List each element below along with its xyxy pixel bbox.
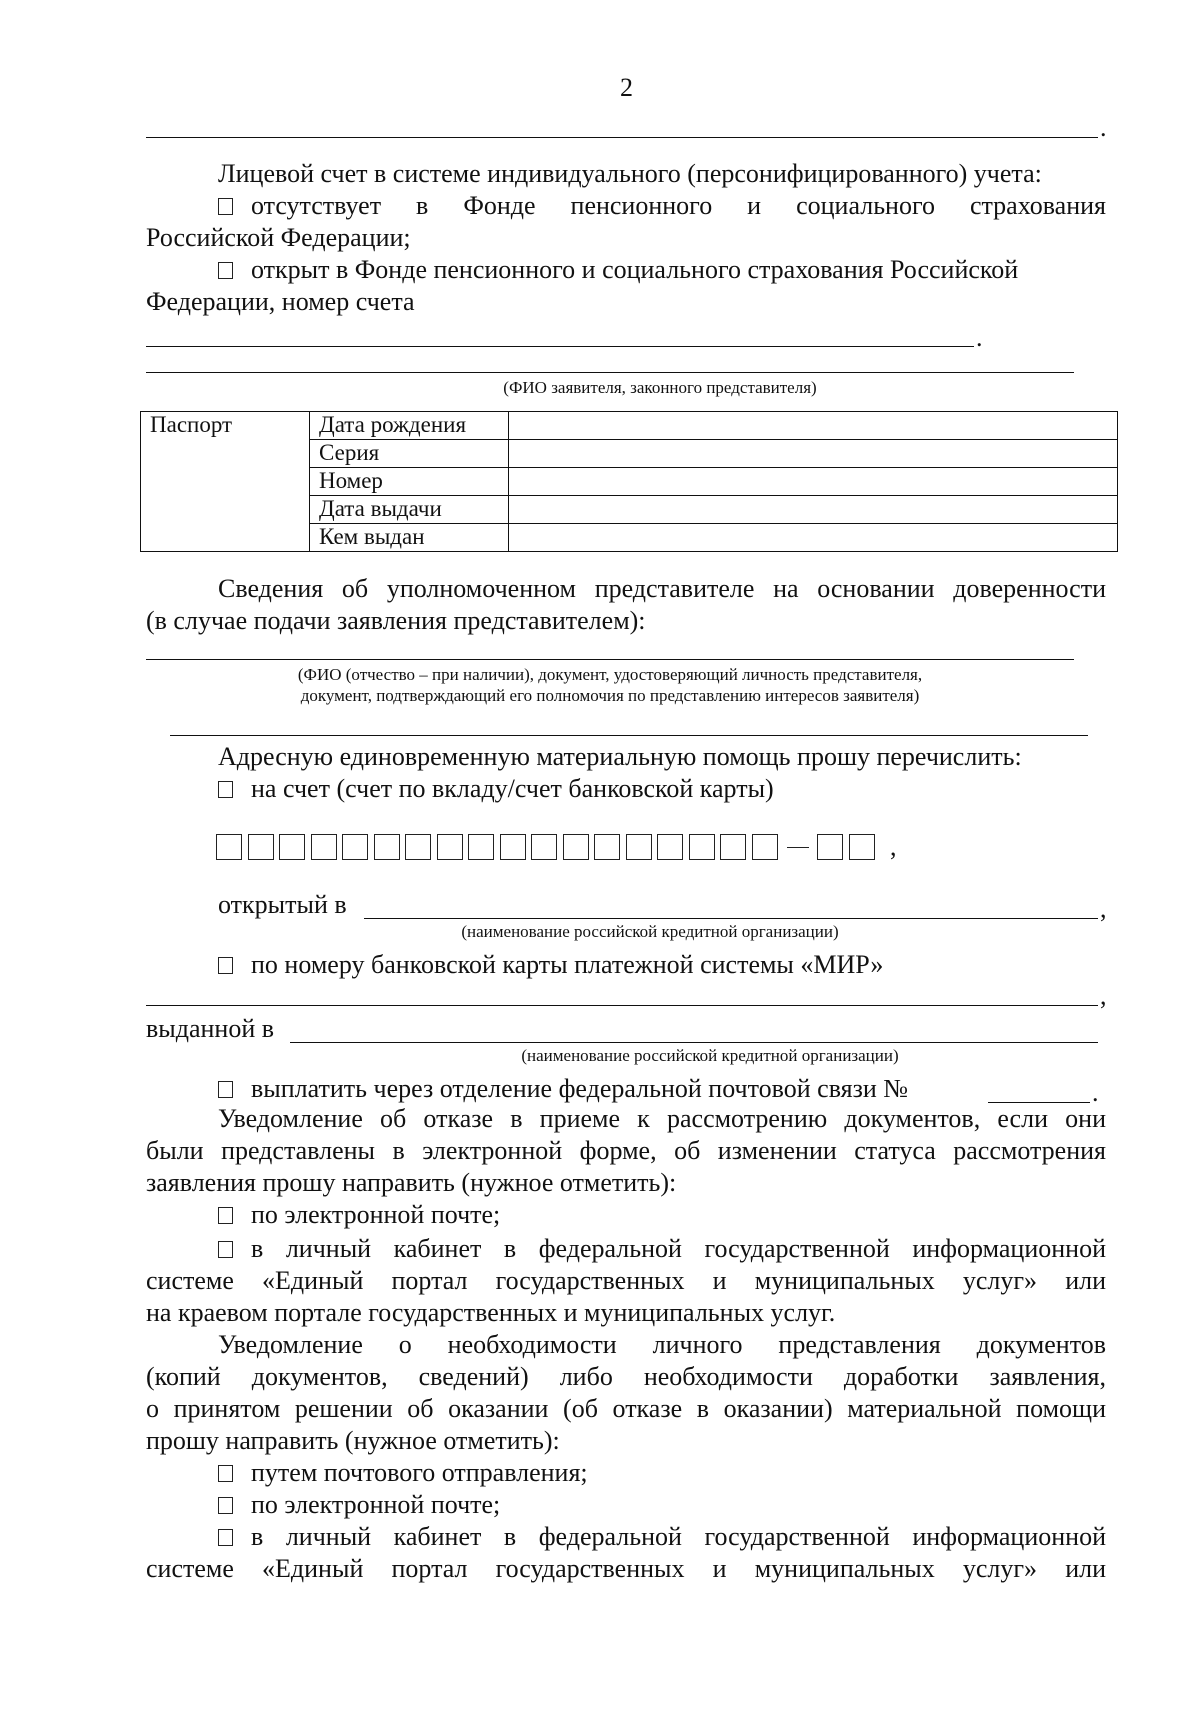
passport-issued-by-value[interactable] [509,524,1118,552]
opened-in-bank-field[interactable] [364,918,1098,919]
account-digit-boxes [216,832,897,862]
option-account-absent-cont: Российской Федерации; [146,223,411,252]
representative-info-field-2[interactable] [170,735,1088,736]
representative-heading-cont: (в случае подачи заявления представителем): [146,606,646,635]
option-payment-account[interactable]: на счет (счет по вкладу/счет банковской карты) [218,773,774,805]
option-refusal-email[interactable]: по электронной почте; [218,1199,500,1231]
checkbox-account-open[interactable] [218,262,233,279]
representative-info-field[interactable] [146,659,1074,660]
checkbox-payment-account[interactable] [218,781,233,798]
notice-refusal-line3: заявления прошу направить (нужное отметить): [146,1168,677,1197]
account-digit-box[interactable] [720,834,746,860]
passport-series-value[interactable] [509,440,1118,468]
opened-in-label: открытый в [218,890,347,919]
option-account-open[interactable]: открыт в Фонде пенсионного и социального страхования Российской [218,254,1018,286]
account-digit-box[interactable] [437,834,463,860]
notice-presence-line4: прошу направить (нужное отметить): [146,1426,560,1455]
issued-in-label: выданной в [146,1014,275,1043]
option-refusal-cabinet-cont-2: на краевом портале государственных и муниципальных услуг. [146,1298,836,1327]
notice-presence-line2: (копий документов, сведений) либо необходимости доработки заявления, [146,1362,1106,1391]
passport-row-label: Кем выдан [310,524,509,552]
account-digit-box[interactable] [689,834,715,860]
opened-in-comma: , [1100,894,1107,923]
applicant-name-field[interactable] [146,372,1074,373]
account-digit-dash [787,847,809,848]
checkbox-refusal-email[interactable] [218,1207,233,1224]
account-digit-box[interactable] [531,834,557,860]
option-payment-post[interactable]: выплатить через отделение федеральной почтовой связи № [218,1073,908,1105]
account-digit-box[interactable] [626,834,652,860]
issued-in-bank-field[interactable] [290,1042,1098,1043]
account-digit-box[interactable] [594,834,620,860]
top-fill-line-period: . [1100,113,1107,142]
personal-account-heading: Лицевой счет в системе индивидуального (персонифицированного) учета: [218,159,1042,188]
option-refusal-cabinet[interactable]: в личный кабинет в федеральной государственной информационной [218,1233,1106,1265]
checkbox-payment-mir[interactable] [218,957,233,974]
checkbox-refusal-cabinet[interactable] [218,1241,233,1258]
account-digit-box[interactable] [563,834,589,860]
passport-number-value[interactable] [509,468,1118,496]
account-digit-box[interactable] [311,834,337,860]
option-account-absent[interactable]: отсутствует в Фонде пенсионного и социального страхования [218,190,1106,222]
bank-caption: (наименование российской кредитной организации) [461,922,839,941]
option-presence-cabinet[interactable]: в личный кабинет в федеральной государственной информационной [218,1521,1106,1553]
account-digit-box[interactable] [248,834,274,860]
post-office-period: . [1092,1078,1099,1107]
notice-refusal-line2: были представлены в электронной форме, об изменении статуса рассмотрения [146,1136,1106,1165]
checkbox-presence-post[interactable] [218,1465,233,1482]
account-digit-box[interactable] [279,834,305,860]
account-digit-box[interactable] [657,834,683,860]
checkbox-presence-cabinet[interactable] [218,1529,233,1546]
option-presence-email[interactable]: по электронной почте; [218,1489,500,1521]
passport-row-label: Номер [310,468,509,496]
account-digit-box[interactable] [500,834,526,860]
passport-birth-date-value[interactable] [509,412,1118,440]
passport-row-label: Дата рождения [310,412,509,440]
payment-heading: Адресную единовременную материальную помощь прошу перечислить: [218,742,1022,771]
representative-caption-2: документ, подтверждающий его полномочия по представлению интересов заявителя) [300,686,920,705]
notice-presence-line1: Уведомление о необходимости личного представления документов [218,1330,1106,1359]
option-presence-cabinet-cont: системе «Единый портал государственных и муниципальных услуг» или [146,1554,1106,1583]
checkbox-account-absent[interactable] [218,198,233,215]
notice-presence-line3: о принятом решении об оказании (об отказе в оказании) материальной помощи [146,1394,1106,1423]
account-number-field[interactable] [146,346,974,347]
account-digits-comma: , [890,832,897,861]
option-refusal-cabinet-cont: системе «Единый портал государственных и муниципальных услуг» или [146,1266,1106,1295]
option-payment-mir[interactable]: по номеру банковской карты платежной системы «МИР» [218,949,883,981]
account-number-period: . [976,323,983,352]
passport-table [140,411,1118,552]
checkbox-payment-post[interactable] [218,1081,233,1098]
account-digit-box[interactable] [468,834,494,860]
passport-row-label: Дата выдачи [310,496,509,524]
applicant-name-caption: (ФИО заявителя, законного представителя) [503,378,817,397]
checkbox-presence-email[interactable] [218,1497,233,1514]
account-digit-box[interactable] [216,834,242,860]
top-fill-line [146,137,1098,138]
option-presence-post[interactable]: путем почтового отправления; [218,1457,588,1489]
passport-issue-date-value[interactable] [509,496,1118,524]
representative-heading: Сведения об уполномоченном представителе на основании доверенности [218,574,1106,603]
mir-card-number-field[interactable] [146,1005,1098,1006]
account-digit-box[interactable] [405,834,431,860]
account-digit-box[interactable] [817,834,843,860]
representative-caption-1: (ФИО (отчество – при наличии), документ, удостоверяющий личность представителя, [297,665,923,684]
bank-caption-2: (наименование российской кредитной организации) [521,1046,899,1065]
option-account-open-cont: Федерации, номер счета [146,287,415,316]
page-number: 2 [620,73,633,102]
account-digit-box[interactable] [342,834,368,860]
account-digit-box[interactable] [752,834,778,860]
account-digit-box[interactable] [374,834,400,860]
notice-refusal-line1: Уведомление об отказе в приеме к рассмотрению документов, если они [218,1104,1106,1133]
passport-label: Паспорт [141,412,310,552]
passport-row-label: Серия [310,440,509,468]
account-digit-box[interactable] [849,834,875,860]
mir-card-comma: , [1100,981,1107,1010]
